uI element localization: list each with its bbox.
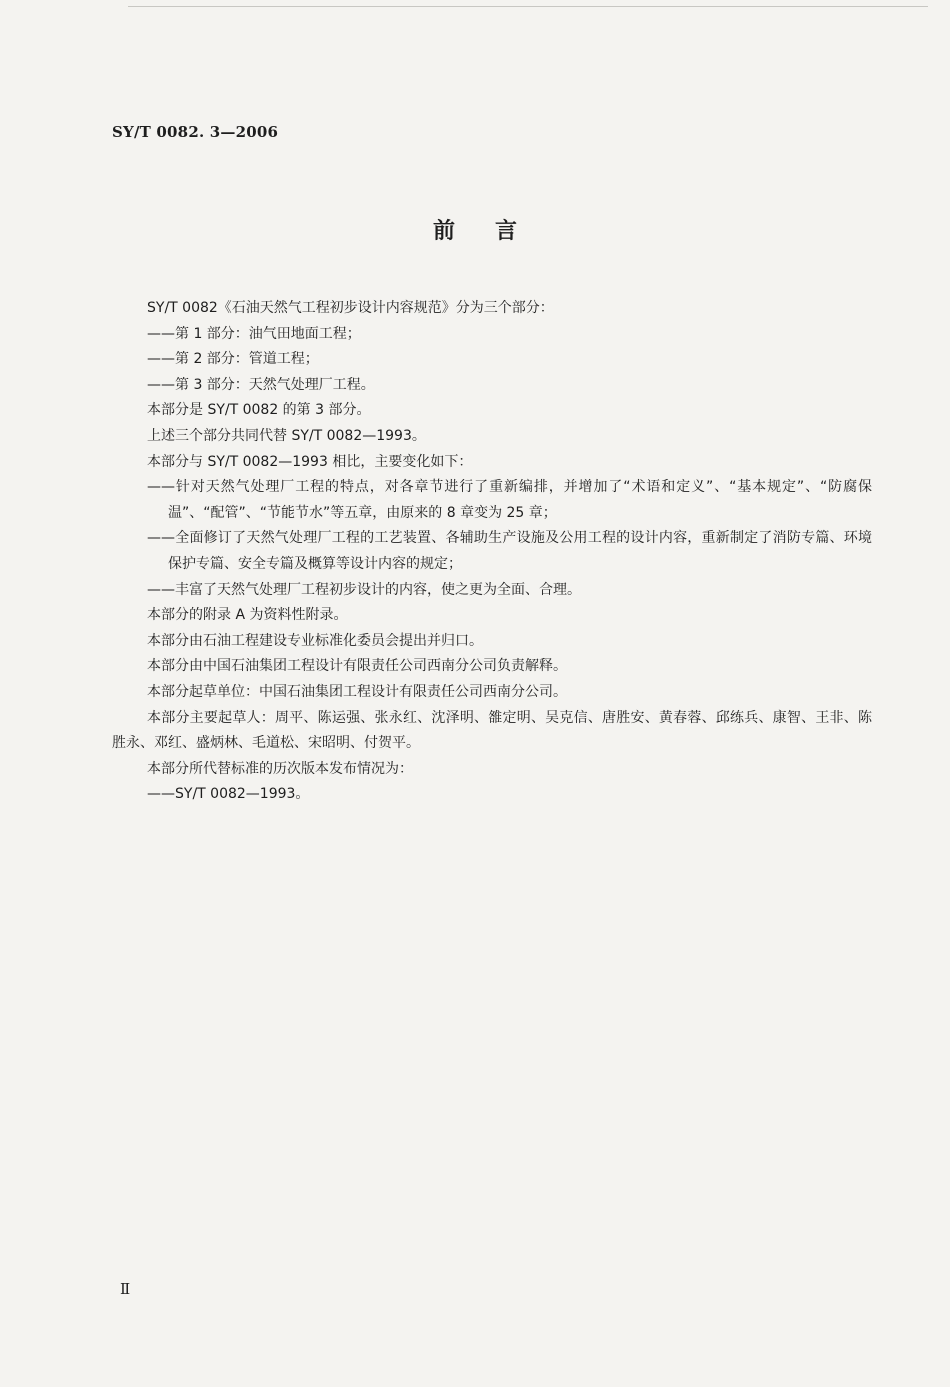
scan-edge-line (128, 6, 928, 7)
paragraph-history: 本部分所代替标准的历次版本发布情况为： (147, 760, 413, 777)
paragraph-intro: SY/T 0082《石油天然气工程初步设计内容规范》分为三个部分： (147, 300, 554, 316)
list-item-part3: ——第 3 部分：天然气处理厂工程。 (147, 376, 375, 393)
paragraph-part-statement: 本部分是 SY/T 0082 的第 3 部分。 (147, 402, 371, 419)
list-item-change1: ——针对天然气处理厂工程的特点，对各章节进行了重新编排，并增加了“术语和定义”、“基本规定”、“防腐保温”、“配管”、“节能节水”等五章，由原来的 8 章变为 25 章； (147, 479, 872, 521)
list-item-part1: ——第 1 部分：油气田地面工程； (147, 325, 361, 342)
paragraph-drafters: 本部分主要起草人：周平、陈运强、张永红、沈泽明、雒定明、吴克信、唐胜安、黄春蓉、邱练兵、康智、王非、陈胜永、邓红、盛炳林、毛道松、宋昭明、付贺平。 (112, 709, 872, 752)
page-title: 前言 (432, 219, 557, 244)
list-item-history: ——SY/T 0082—1993。 (147, 786, 310, 803)
paragraph-replaces: 上述三个部分共同代替 SY/T 0082—1993。 (147, 427, 426, 444)
list-item-change3: ——丰富了天然气处理厂工程初步设计的内容，使之更为全面、合理。 (147, 581, 581, 598)
foreword-body (112, 296, 872, 808)
paragraph-proposer: 本部分由石油工程建设专业标准化委员会提出并归口。 (147, 632, 483, 649)
list-item-part2: ——第 2 部分：管道工程； (147, 351, 319, 368)
paragraph-interpreter: 本部分由中国石油集团工程设计有限责任公司西南分公司负责解释。 (147, 658, 567, 675)
paragraph-changes-intro: 本部分与 SY/T 0082—1993 相比，主要变化如下： (147, 453, 473, 470)
page-number: Ⅱ (120, 1280, 131, 1298)
standard-code-header: SY/T 0082. 3—2006 (112, 123, 279, 141)
paragraph-drafting-unit: 本部分起草单位：中国石油集团工程设计有限责任公司西南分公司。 (147, 683, 567, 700)
paragraph-appendix: 本部分的附录 A 为资料性附录。 (147, 607, 348, 624)
list-item-change2: ——全面修订了天然气处理厂工程的工艺装置、各辅助生产设施及公用工程的设计内容，重新制定了消防专篇、环境保护专篇、安全专篇及概算等设计内容的规定； (147, 530, 872, 572)
